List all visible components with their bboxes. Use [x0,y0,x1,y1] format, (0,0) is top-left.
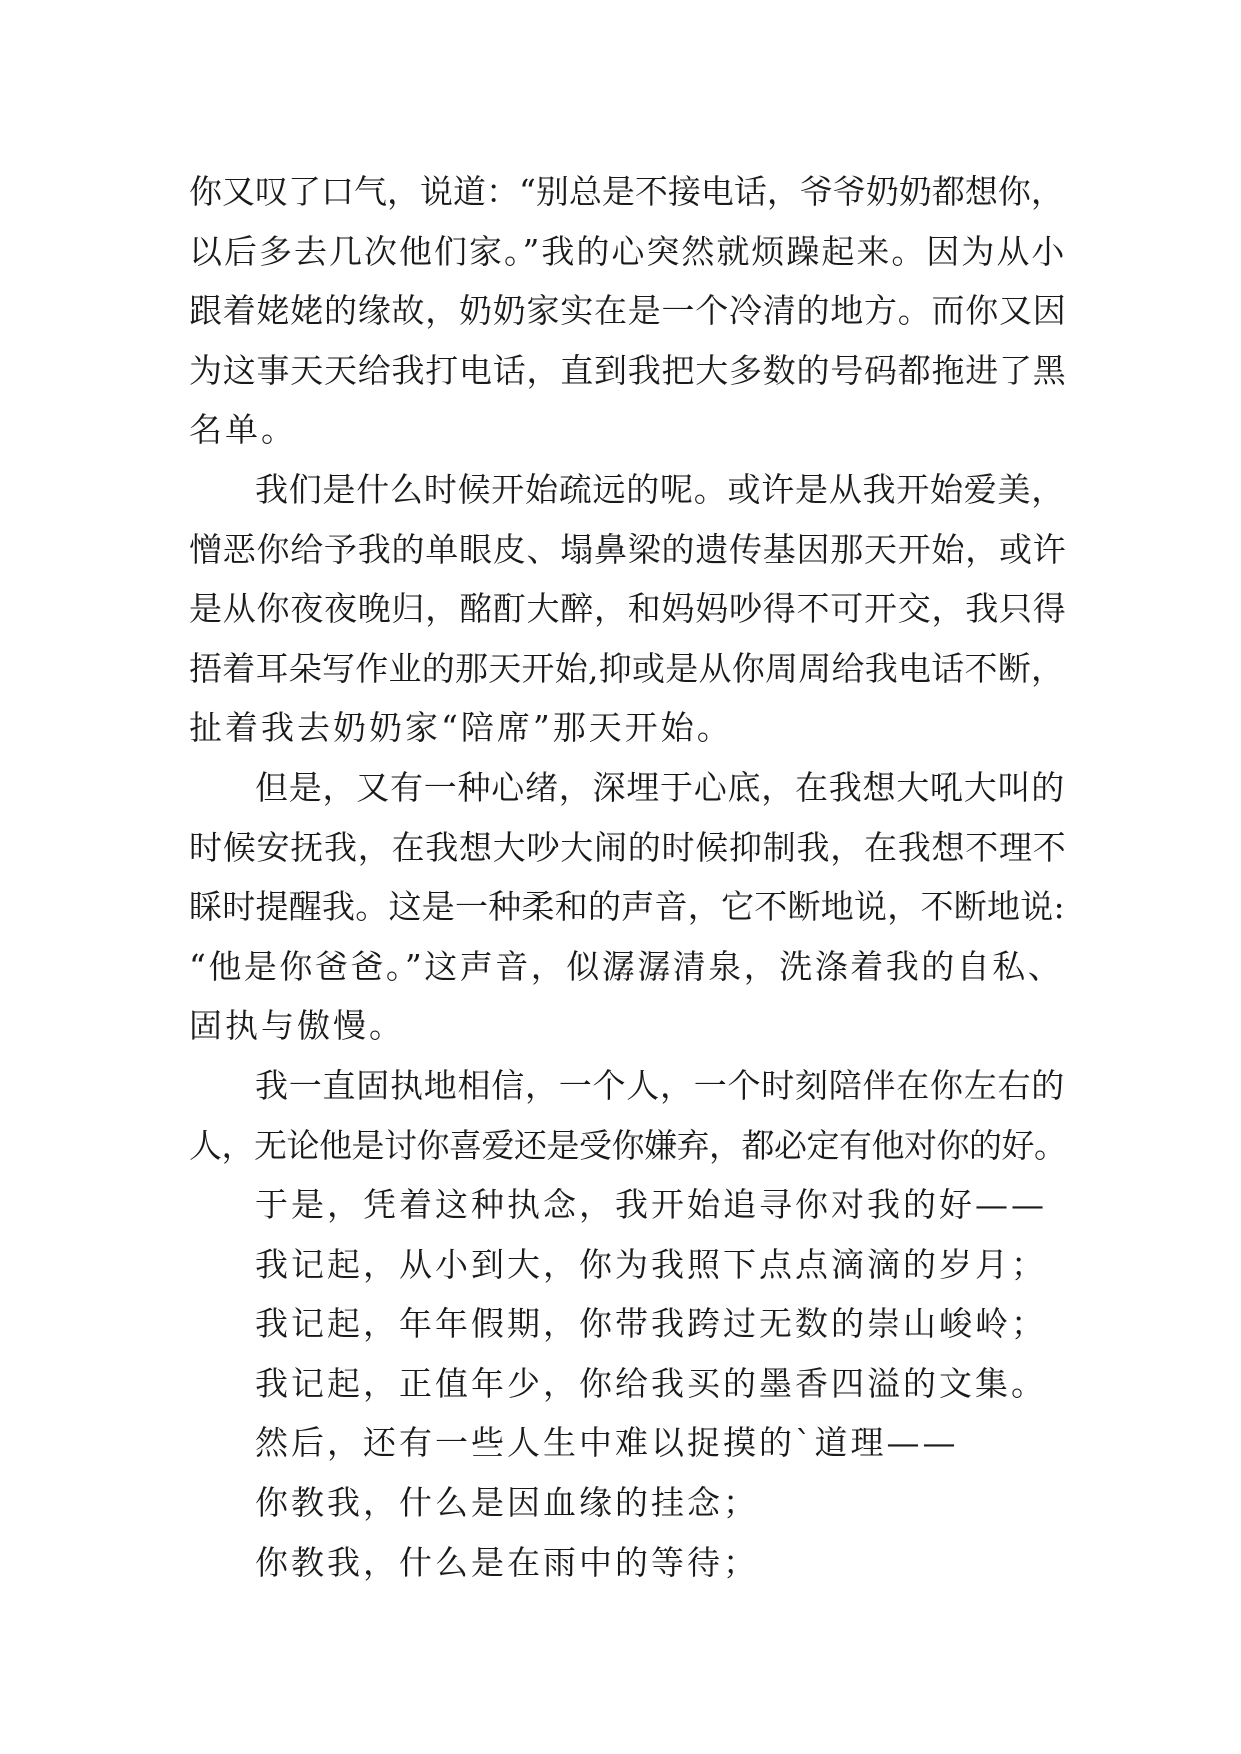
text-line: 然后，还有一些人生中难以捉摸的`道理—— [255,1423,959,1463]
text-line: 你教我，什么是在雨中的等待； [255,1542,759,1582]
text-line: 我记起，从小到大，你为我照下点点滴滴的岁月； [255,1244,1047,1284]
essay-body [189,162,1069,1592]
text-line: 为这事天天给我打电话，直到我把大多数的号码都拖进了黑 [189,350,1067,390]
text-line: 我一直固执地相信，一个人，一个时刻陪伴在你左右的 [255,1065,1065,1105]
text-line: 你又叹了口气，说道：“别总是不接电话，爷爷奶奶都想你， [189,172,1064,211]
text-line: 我记起，正值年少，你给我买的墨香四溢的文集。 [255,1363,1047,1403]
text-line: “他是你爸爸。”这声音，似潺潺清泉，洗涤着我的自私、 [189,946,1064,986]
text-line: 我们是什么时候开始疏远的呢。或许是从我开始爱美， [255,469,1065,509]
text-line: 憎恶你给予我的单眼皮、塌鼻梁的遗传基因那天开始，或许 [189,529,1067,569]
text-line: 时候安抚我，在我想大吵大闹的时候抑制我，在我想不理不 [189,827,1067,867]
text-line: 我记起，年年假期，你带我跨过无数的崇山峻岭； [255,1304,1047,1344]
text-line: 跟着姥姥的缘故，奶奶家实在是一个冷清的地方。而你又因 [189,291,1067,331]
text-line: 捂着耳朵写作业的那天开始,抑或是从你周周给我电话不断， [189,648,1065,688]
text-line: 固执与傲慢。 [189,1006,405,1046]
text-line: 你教我，什么是因血缘的挂念； [255,1483,759,1523]
text-line: 以后多去几次他们家。”我的心突然就烦躁起来。因为从小 [189,231,1067,271]
text-line: 于是，凭着这种执念，我开始追寻你对我的好—— [255,1185,1047,1225]
text-line: 但是，又有一种心绪，深埋于心底，在我想大吼大叫的 [255,767,1065,807]
text-line: 扯着我去奶奶家“陪席”那天开始。 [189,708,733,748]
text-line: 名单。 [189,410,297,450]
text-line: 睬时提醒我。这是一种柔和的声音，它不断地说，不断地说: [189,887,1065,927]
text-line: 是从你夜夜晚归，酩酊大醉，和妈妈吵得不可开交，我只得 [189,589,1067,629]
text-line: 人，无论他是讨你喜爱还是受你嫌弃，都必定有他对你的好。 [189,1125,1067,1165]
